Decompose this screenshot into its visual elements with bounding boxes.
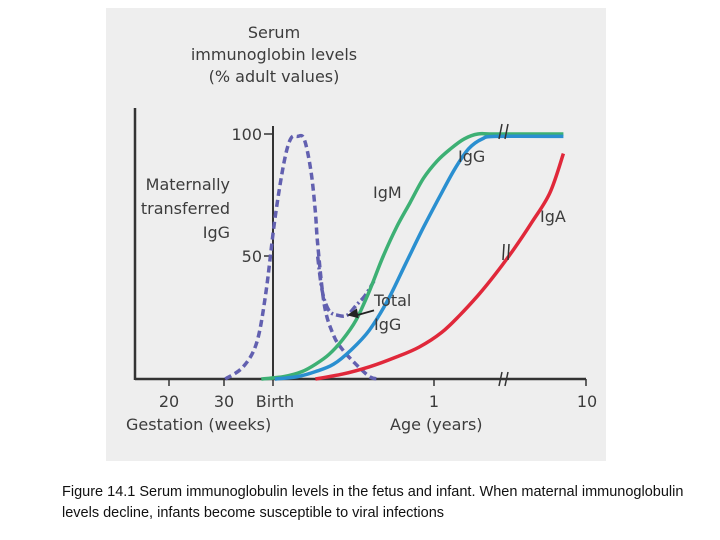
y-tick-label-100: 100 bbox=[231, 125, 262, 144]
label-maternal-line-3: IgG bbox=[202, 223, 230, 242]
x-tick-label-birth: Birth bbox=[255, 392, 295, 411]
chart-title-line-1: Serum bbox=[247, 23, 301, 42]
figure-caption: Figure 14.1 Serum immunoglobulin levels in the fetus and infant. When maternal immunoglobulin levels decline, infants become susceptible to viral infections bbox=[62, 484, 684, 521]
curve-iga bbox=[315, 154, 563, 379]
figure-panel bbox=[106, 8, 606, 461]
x-tick-label-10: 10 bbox=[576, 392, 598, 411]
label-total-igg-line-2: IgG bbox=[374, 315, 402, 334]
label-maternal-line-1: Maternally bbox=[145, 175, 230, 194]
curve-total-igg bbox=[318, 257, 374, 317]
label-iga: IgA bbox=[540, 207, 566, 226]
y-tick-label-50: 50 bbox=[241, 247, 262, 266]
label-maternal-line-2: transferred bbox=[140, 199, 230, 218]
chart-title-line-2: immunoglobin levels bbox=[190, 45, 358, 64]
x-axis-label-age: Age (years) bbox=[390, 415, 483, 434]
x-tick-label-20: 20 bbox=[158, 392, 180, 411]
x-tick-label-1: 1 bbox=[428, 392, 440, 411]
chart-title-line-3: (% adult values) bbox=[208, 67, 340, 86]
immunoglobulin-chart bbox=[106, 8, 606, 461]
label-igm: IgM bbox=[373, 183, 402, 202]
x-tick-label-30: 30 bbox=[213, 392, 235, 411]
curve-igm bbox=[261, 134, 563, 379]
x-axis-label-gestation: Gestation (weeks) bbox=[126, 415, 272, 434]
label-total-igg-line-1: Total bbox=[374, 291, 412, 310]
label-igg: IgG bbox=[458, 147, 486, 166]
